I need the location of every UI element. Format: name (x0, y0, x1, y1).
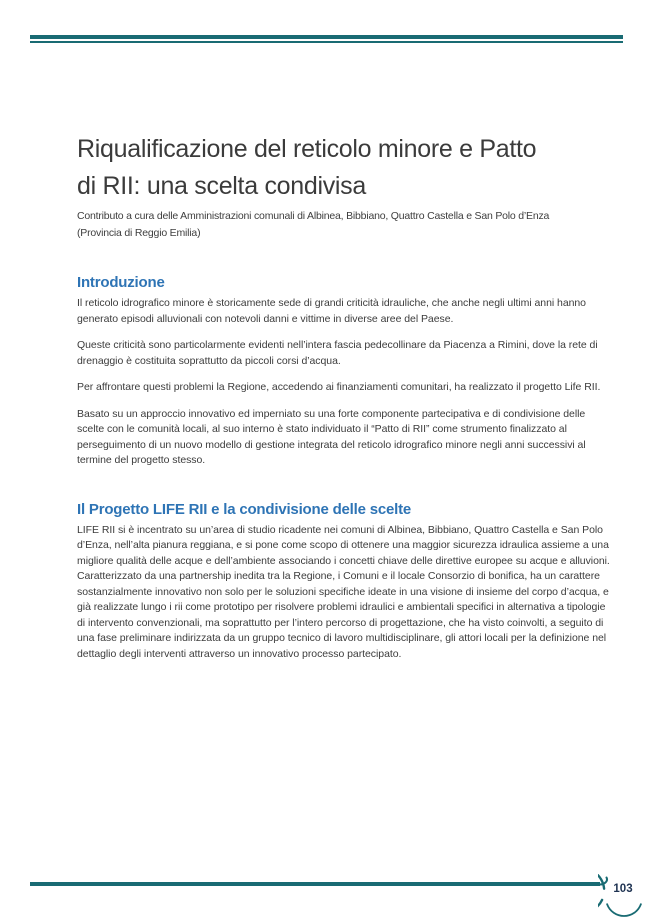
footer-rule (30, 882, 600, 886)
paragraph: LIFE RII si è incentrato su un’area di studio ricadente nei comuni di Albinea, Bibbiano, Quattro Castella e San Polo d’Enza, nell’alta pianura reggiana, e si pone come scopo di ottenere una maggior sicurezza idraulica assieme a una migliore qualità delle acque e dell’ambiente associando i concetti chiave delle direttive europee su acque e alluvioni. Caratterizzato da una partnership inedita tra la Regione, i Comuni e il locale Consorzio di bonifica, ha un carattere sostanzialmente innovativo non solo per le soluzioni specifiche ideate in una visione di insieme del corpo d’acqua, e già realizzate lungo i rii come prototipo per risolvere problemi idraulici e ambientali specifici in alternativa a tipologie di intervento convenzionali, ma soprattutto per l’intero percorso di progettazione, che ha visto coinvolti, a seguito di una fase preliminare indirizzata da un gruppo tecnico di lavoro multidisciplinare, gli attori locali per la definizione nel dettaglio degli interventi attraverso un innovativo processo partecipato. (77, 523, 610, 660)
page-title (77, 131, 611, 205)
top-rule-thin-line (30, 41, 623, 43)
page-title-line-1: Riqualificazione del reticolo minore e Patto (77, 135, 537, 163)
paragraph: Basato su un approccio innovativo ed imperniato su una forte componente partecipativa e di condivisione delle scelte con le comunità locali, al suo interno è stato individuato il “Patto di RII” come strumento finalizzato al perseguimento di un nuovo modello di gestione integrata del reticolo idrografico minore negli anni successivi al termine del progetto stesso. (77, 407, 586, 466)
top-rule-decoration (30, 35, 623, 43)
page-title-line-2: di RII: una scelta condivisa (77, 172, 366, 200)
page-subtitle-line-1: Contributo a cura delle Amministrazioni comunali di Albinea, Bibbiano, Quattro Castella e San Polo d’Enza (77, 210, 550, 222)
paragraph: Il reticolo idrografico minore è storicamente sede di grandi criticità idrauliche, che anche negli ultimi anni hanno generato episodi alluvionali con notevoli danni e vittime in diverse aree del Paese. (77, 297, 586, 325)
page-number: 103 (613, 883, 633, 895)
page-subtitle-line-2: (Provincia di Reggio Emilia) (77, 227, 201, 239)
section-heading-introduzione: Introduzione (77, 274, 165, 291)
top-rule-thick-line (30, 35, 623, 39)
document-content (77, 131, 611, 673)
page-subtitle (77, 208, 611, 242)
paragraph: Queste criticità sono particolarmente evidenti nell’intera fascia pedecollinare da Piacenza a Rimini, dove la rete di drenaggio è costituita soprattutto da piccoli corsi d’acqua. (77, 339, 598, 367)
paragraph: Per affrontare questi problemi la Regione, accedendo ai finanziamenti comunitari, ha realizzato il progetto Life RII. (77, 381, 601, 393)
page-number-badge (598, 874, 648, 923)
section-heading-progetto-life-rii: Il Progetto LIFE RII e la condivisione delle scelte (77, 500, 412, 518)
